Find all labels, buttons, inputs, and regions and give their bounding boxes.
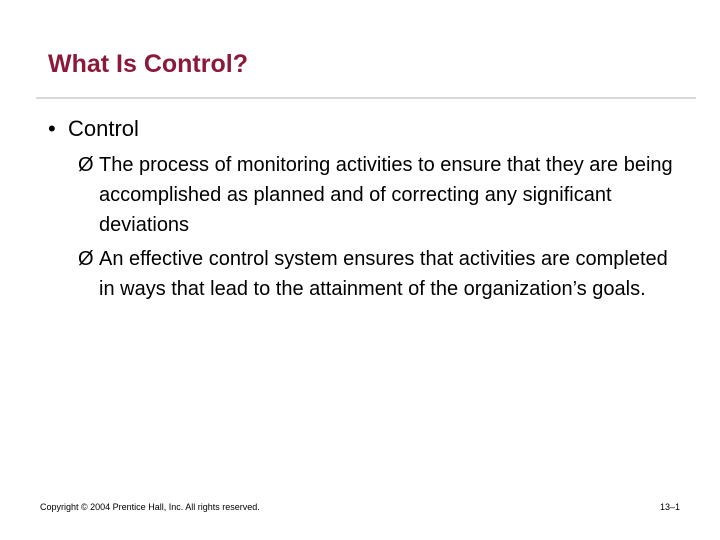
arrow-bullet-icon: Ø <box>78 248 94 270</box>
sub-bullet-text: The process of monitoring activities to ensure that they are being accomplished as planned and of correcting any significant deviations <box>99 154 673 236</box>
bullet-label: Control <box>68 116 139 141</box>
title-divider <box>36 97 696 99</box>
sub-bullet-text: An effective control system ensures that activities are completed in ways that lead to the attainment of the organization’s goals. <box>99 248 668 300</box>
arrow-bullet-icon: Ø <box>78 154 94 176</box>
sub-bullet-item <box>78 150 678 240</box>
bullet-item <box>48 116 139 142</box>
sub-bullet-item <box>78 244 678 304</box>
bullet-icon: • <box>48 116 56 141</box>
footer-copyright: Copyright © 2004 Prentice Hall, Inc. All rights reserved. <box>40 502 260 512</box>
page-number: 13–1 <box>659 502 680 512</box>
slide-title: What Is Control? <box>48 50 248 78</box>
